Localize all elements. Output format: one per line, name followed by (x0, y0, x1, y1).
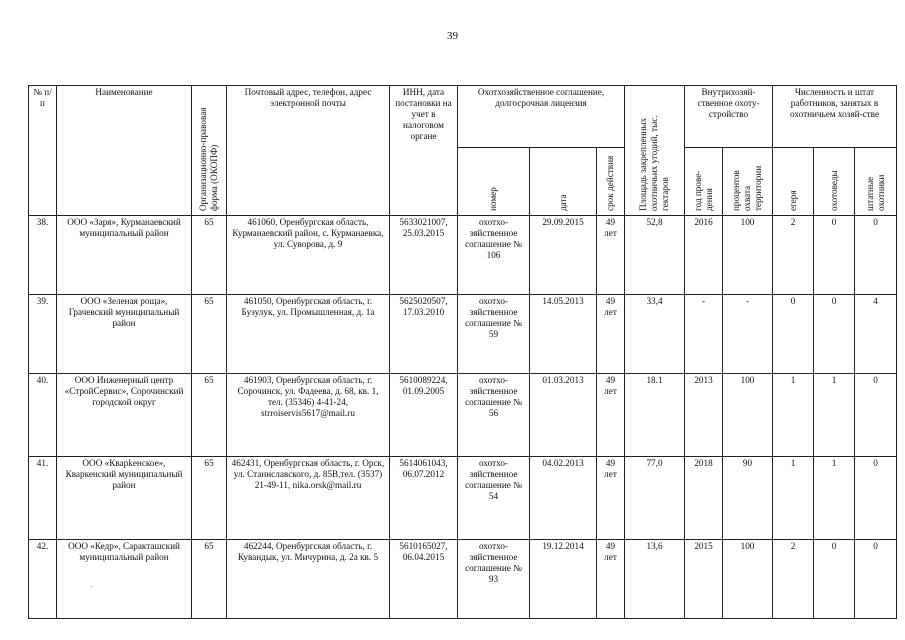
row-fulltime: 0 (855, 374, 897, 457)
row-rangers: 2 (773, 216, 814, 295)
header-staff-hunters: охотоведы (814, 148, 855, 216)
row-agreement-date: 19.12.2014 (530, 540, 597, 619)
header-staff-rangers: егеря (773, 148, 814, 216)
header-inn: ИНН, дата постановки на учет в налоговом органе (390, 86, 458, 216)
row-inn: 5625020507, 17.03.2010 (390, 295, 458, 374)
row-num: 41. (29, 457, 57, 540)
row-agreement-number: охотхо-зяйственное соглашение № 56 (458, 374, 530, 457)
row-area: 33,4 (625, 295, 685, 374)
row-agreement-number: охотхо-зяйственное соглашение № 106 (458, 216, 530, 295)
header-name: Наименование (57, 86, 192, 216)
row-percent: 100 (723, 216, 773, 295)
row-year: 2016 (685, 216, 723, 295)
row-fulltime: 0 (855, 457, 897, 540)
row-name: ООО «Кварkенское», Кваркенский муниципальный район (57, 457, 192, 540)
row-fulltime: 4 (855, 295, 897, 374)
row-hunters: 1 (814, 457, 855, 540)
row-name: ООО «Зеленая роща», Грачевский муниципальный район (57, 295, 192, 374)
row-percent: 100 (723, 374, 773, 457)
row-area: 77,0 (625, 457, 685, 540)
row-agreement-number: охотхо-зяйственное соглашение № 93 (458, 540, 530, 619)
row-percent: - (723, 295, 773, 374)
row-percent: 90 (723, 457, 773, 540)
row-okopf: 65 (192, 540, 227, 619)
row-area: 18.1 (625, 374, 685, 457)
row-term: 49 лет (597, 216, 625, 295)
row-agreement-number: охотхо-зяйственное соглашение № 54 (458, 457, 530, 540)
row-num: 42. (29, 540, 57, 619)
footnote-mark: - (90, 582, 93, 591)
table-row (29, 457, 897, 540)
header-agreement-date: дата (530, 148, 597, 216)
row-percent: 100 (723, 540, 773, 619)
row-name: ООО Инженерный центр «СтройСервис», Сорочинский городской округ (57, 374, 192, 457)
row-area: 52,8 (625, 216, 685, 295)
row-okopf: 65 (192, 374, 227, 457)
row-address: 461060, Оренбургская область, Курманаевский район, с. Курманаевка, ул. Суворова, д. 9 (227, 216, 390, 295)
row-rangers: 2 (773, 540, 814, 619)
row-area: 13,6 (625, 540, 685, 619)
row-inn: 5614061043, 06.07.2012 (390, 457, 458, 540)
row-agreement-date: 04.02.2013 (530, 457, 597, 540)
row-agreement-date: 01.03.2013 (530, 374, 597, 457)
header-agreement-term: срок действия (597, 148, 625, 216)
header-inner-percent: процентов охвата территории (723, 148, 773, 216)
row-hunters: 0 (814, 540, 855, 619)
header-okopf: Организационно-правовая форма (ОКОПФ) (192, 86, 227, 216)
hunting-grounds-table (28, 85, 897, 619)
row-okopf: 65 (192, 216, 227, 295)
row-rangers: 0 (773, 295, 814, 374)
row-address: 462431, Оренбургская область, г. Орск, ул. Станиславского, д. 85В,тел. (3537) 21-49-11, nika.orsk@mail.ru (227, 457, 390, 540)
header-agreement-number: номер (458, 148, 530, 216)
header-agreement: Охотхозяйственное соглашение, долгосрочная лицензия (458, 86, 625, 148)
header-num: № п/п (29, 86, 57, 216)
table-row (29, 374, 897, 457)
row-agreement-date: 14.05.2013 (530, 295, 597, 374)
header-area: Площадь закрепленных охотничьих угодий, тыс. гектаров (625, 86, 685, 216)
row-rangers: 1 (773, 374, 814, 457)
header-staff: Численность и штат работников, занятых в охотничьем хозяй-стве (773, 86, 897, 148)
row-term: 49 лет (597, 374, 625, 457)
row-fulltime: 0 (855, 216, 897, 295)
header-inner: Внутрихозяй-ственное охоту-стройство (685, 86, 773, 148)
row-rangers: 1 (773, 457, 814, 540)
row-num: 38. (29, 216, 57, 295)
row-okopf: 65 (192, 457, 227, 540)
row-inn: 5633021007, 25.03.2015 (390, 216, 458, 295)
row-term: 49 лет (597, 295, 625, 374)
row-hunters: 0 (814, 216, 855, 295)
header-inner-year: год прове-дения (685, 148, 723, 216)
row-hunters: 1 (814, 374, 855, 457)
row-inn: 5610089224, 01.09.2005 (390, 374, 458, 457)
table-row (29, 295, 897, 374)
table-row (29, 216, 897, 295)
row-name: ООО «Заря», Курманаевский муниципальный район (57, 216, 192, 295)
row-agreement-date: 29.09.2015 (530, 216, 597, 295)
row-agreement-number: охотхо-зяйственное соглашение № 59 (458, 295, 530, 374)
header-staff-fulltime: штатные охотники (855, 148, 897, 216)
row-year: 2013 (685, 374, 723, 457)
page-number: 39 (447, 30, 458, 42)
row-year: - (685, 295, 723, 374)
row-address: 461903, Оренбургская область, г. Сорочинск, ул. Фадеева, д. 68, кв. 1, тел. (35346) 4-41-24, strroiservis5617@mail.ru (227, 374, 390, 457)
header-address: Почтовый адрес, телефон, адрес электронной почты (227, 86, 390, 216)
row-num: 39. (29, 295, 57, 374)
row-fulltime: 0 (855, 540, 897, 619)
table-row (29, 540, 897, 619)
row-num: 40. (29, 374, 57, 457)
row-name: ООО «Кедр», Саракташский муниципальный район (57, 540, 192, 619)
row-address: 461050, Оренбургская область, г. Бузулук, ул. Промышленная, д. 1а (227, 295, 390, 374)
row-okopf: 65 (192, 295, 227, 374)
row-term: 49 лет (597, 540, 625, 619)
row-inn: 5610165027, 06.04.2015 (390, 540, 458, 619)
row-hunters: 0 (814, 295, 855, 374)
row-year: 2018 (685, 457, 723, 540)
row-year: 2015 (685, 540, 723, 619)
row-address: 462244, Оренбургская область, г. Кувандык, ул. Мичурина, д. 2а кв. 5 (227, 540, 390, 619)
row-term: 49 лет (597, 457, 625, 540)
